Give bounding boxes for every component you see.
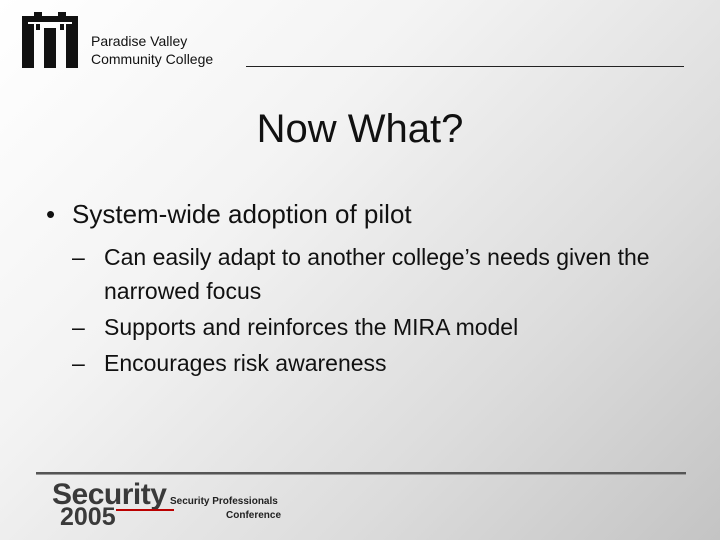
logo-subtitle-line2: Conference — [226, 510, 282, 521]
footer-divider — [36, 472, 686, 475]
logo-subtitle-line1: Security Professionals — [170, 496, 278, 507]
college-name — [91, 33, 213, 68]
college-name-line2: Community College — [91, 50, 214, 67]
slide-title: Now What? — [256, 107, 464, 151]
dash-glyph: – — [72, 244, 85, 270]
bullet-level2-item — [46, 346, 686, 380]
bullet-level1 — [46, 196, 686, 232]
dash-glyph: – — [72, 314, 85, 340]
bullet-level2-item — [46, 240, 686, 308]
college-logo-icon — [20, 12, 82, 68]
bullet-level1-text: System-wide adoption of pilot — [72, 199, 412, 229]
bullet-glyph: • — [46, 199, 56, 229]
logo-accent-line — [116, 509, 174, 511]
conference-logo — [52, 476, 342, 532]
bullet-list — [46, 196, 686, 380]
bullet-level2-text: Encourages risk awareness — [104, 350, 387, 376]
header-divider — [246, 66, 684, 67]
logo-word-security: Security — [52, 478, 167, 511]
college-name-line1: Paradise Valley — [91, 33, 188, 49]
bullet-level2-text: Can easily adapt to another college’s needs given the narrowed focus — [104, 244, 650, 304]
logo-word-year: 2005 — [60, 503, 116, 531]
bullet-level2-item — [46, 310, 686, 344]
dash-glyph: – — [72, 350, 85, 376]
bullet-level2-text: Supports and reinforces the MIRA model — [104, 314, 519, 340]
